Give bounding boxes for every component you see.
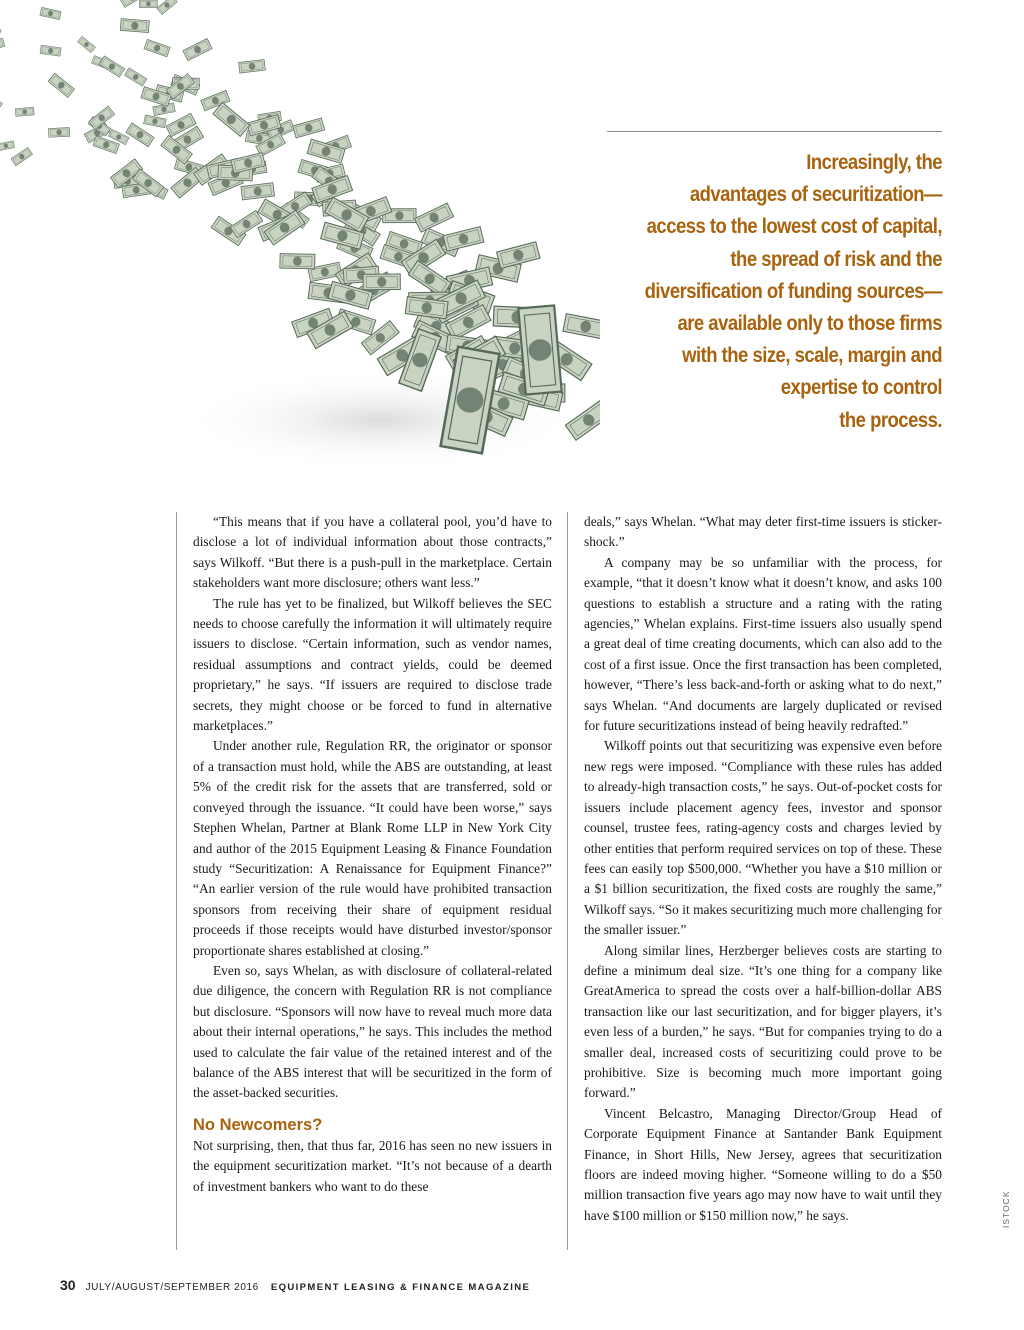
dollar-bill [40, 45, 61, 56]
dollar-bill [280, 254, 315, 269]
article-paragraph: Even so, says Whelan, as with disclosure of collateral-related due diligence, the concern with Regulation RR is not compliance but disclosure. “Sponsors will now have to reveal much more data about their internal operations,” he says. This includes the method used to calculate the fair value of the retained interest and of the balance of the ABS interest that will be securitized in the form of the asset-backed securities. [193, 962, 552, 1101]
dollar-bill [48, 73, 74, 97]
dollar-bill [77, 36, 95, 53]
dollar-bill [124, 68, 147, 87]
article-paragraph: Under another rule, Regulation RR, the originator or sponsor of a transaction must hold, while the ABS are outstanding, at least 5% of the credit risk for the assets that are transferred, sold or conveyed through the issuance. “It could have been worse,” says Stephen Whelan, Partner at Blank Rome LLP in New York City and author of the 2015 Equipment Leasing & Finance Foundation study “Securitization: A Renaissance for Equipment Finance?” “An earlier version of the rule would have prohibited transaction sponsors from receiving their share of equipment residual proceeds if those receipts would have disturbed investor/sponsor proportionate shares established at closing.” [193, 738, 552, 958]
dollar-bill [48, 128, 69, 138]
issue-date: JULY/AUGUST/SEPTEMBER 2016 [85, 1282, 259, 1293]
photo-credit: ISTOCK [1001, 1190, 1011, 1228]
pull-quote-line: advantages of securitization— [689, 182, 942, 207]
dollar-bill [0, 141, 15, 151]
pull-quote-line: Increasingly, the [806, 150, 942, 174]
pull-quote-line: the spread of risk and the [730, 246, 942, 271]
dollar-bill [293, 118, 325, 138]
section-heading: No Newcomers? [193, 1115, 323, 1134]
magazine-title: EQUIPMENT LEASING & FINANCE MAGAZINE [270, 1282, 531, 1293]
dollar-bill [11, 147, 33, 166]
article-paragraph: Vincent Belcastro, Managing Director/Group Head of Corporate Equipment Finance at Santander Bank Equipment Finance, in Short Hills, New Jersey, agrees that securitization floors are indeed moving higher. “Someone willing to do a $50 million transaction five years ago may now have to wait until they have $100 million or $150 million now,” he says. [584, 1105, 942, 1223]
pull-quote-line: are available only to those firms [677, 311, 942, 336]
dollar-bill [40, 7, 61, 19]
pull-quote-line: expertise to control [780, 375, 942, 400]
page-number: 30 [60, 1277, 76, 1293]
article-column-left [176, 512, 552, 1250]
dollar-bill [144, 115, 167, 128]
page-footer [60, 1277, 530, 1293]
article-paragraph: Wilkoff points out that securitizing was expensive even before new regs were imposed. “Compliance with these rules has added to already-high transaction costs,” he says. Out-of-pocket costs for issuers include placement agency fees, investor and sponsor counsel, trustee fees, rating-agency costs and charges levied by other entities that perform required services on top of these. These fees can easily top $500,000. “Whether you have a $10 million or a $1 billion securitization, the fixed costs are roughly the same,” Wilkoff says. “So it makes securitizing much more challenging for the smaller issuer.” [584, 738, 942, 938]
dollar-bill [363, 274, 400, 290]
dollar-bill [183, 38, 212, 60]
dollar-bill [230, 210, 262, 237]
dollar-bill [563, 314, 600, 340]
article-paragraph: The rule has yet to be finalized, but Wilkoff believes the SEC needs to choose carefully the information it will ultimately require issuers to disclose. “Certain information, such as vendor names, residual assumptions and contract yields, could be deemed proprietary,” he says. “If issuers are required to disclose trade secrets, they might choose or be forced to fund in alternative marketplaces.” [193, 595, 552, 734]
dollar-bill [126, 123, 154, 147]
article-paragraph: A company may be so unfamiliar with the process, for example, “that it doesn’t know what it doesn’t know, and asks 100 questions to establish a structure and a rating with the rating agencies,” Whelan explains. First-time issuers also usually spend a great deal of time creating documents, which can also add to the cost of a first issue. Once the first transaction has been completed, however, “There’s less back-and-forth or asking what to do next,” says Whelan. “And documents are largely duplicated or revised for future securitizations instead of being heavily redrafted.” [584, 554, 942, 734]
dollar-bill [120, 19, 149, 33]
dollar-bill [408, 261, 451, 297]
article-column-right [567, 512, 942, 1250]
falling-money-illustration [0, 0, 600, 500]
dollar-bill [99, 56, 125, 77]
pull-quote-rule [607, 131, 942, 132]
pull-quote-line: access to the lowest cost of capital, [646, 214, 942, 239]
article-paragraph: Not surprising, then, that thus far, 2016 has seen no new issuers in the equipment securitization market. “It’s not because of a dearth of investment bankers who want to do these [193, 1137, 552, 1194]
pull-quote-line: with the size, scale, margin and [682, 343, 942, 368]
dollar-bill [139, 0, 157, 8]
dollar-bill [415, 203, 454, 232]
article-paragraph: “This means that if you have a collateral pool, you’d have to disclose a lot of individual information about those contracts,” says Wilkoff. “But there is a push-pull in the marketplace. Certain stakeholders want more disclosure; others want less.” [193, 514, 552, 591]
dollar-bill [0, 23, 1, 38]
dollar-bill [0, 38, 5, 52]
dollar-bill [241, 183, 275, 200]
pull-quote-line: diversification of funding sources— [644, 278, 942, 303]
article-paragraph: Along similar lines, Herzberger believes costs are starting to define a minimum deal size. “It’s one thing for a company like GreatAmerica to spread the costs over a half-billion-dollar ABS transaction like our last securitization, and for bigger players, it’s even less of a burden,” he says. “But for companies trying to do a smaller deal, increased costs of securitizing could prove to be prohibitive. Size is becoming much more important going forward.” [584, 942, 942, 1101]
pull-quote-line: the process. [839, 407, 942, 432]
dollar-bill [157, 0, 178, 15]
dollar-bill [443, 227, 484, 252]
pull-quote [613, 146, 942, 436]
dollar-bill [15, 107, 34, 116]
article-paragraph: deals,” says Whelan. “What may deter first-time issuers is sticker-shock.” [584, 514, 942, 550]
dollar-bill [0, 90, 3, 111]
dollar-bill [144, 39, 170, 57]
dollar-bill [239, 60, 266, 74]
dollar-bill [213, 102, 250, 136]
dollar-bill [518, 305, 561, 394]
